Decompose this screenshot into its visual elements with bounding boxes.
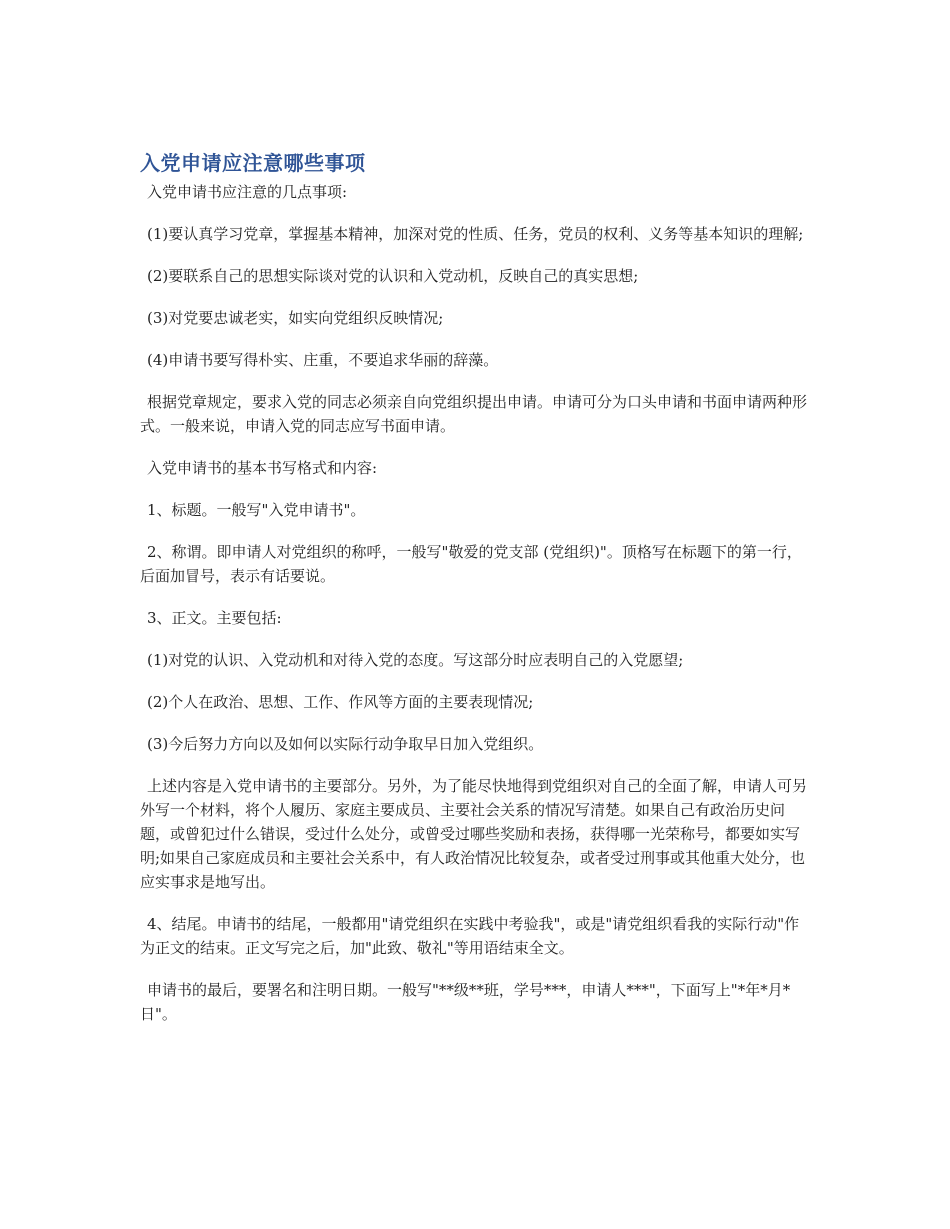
paragraph-format-ending: 4、结尾。申请书的结尾，一般都用"请党组织在实践中考验我"，或是"请党组织看我的实际行动"作为正文的结束。正文写完之后，加"此致、敬礼"等用语结束全文。 — [140, 915, 800, 957]
document-title: 入党申请应注意哪些事项 — [140, 151, 366, 175]
paragraph-format-heading: 入党申请书的基本书写格式和内容: — [147, 459, 378, 477]
paragraph-signature: 申请书的最后，要署名和注明日期。一般写"**级**班，学号***，申请人***"，下面写上"*年*月*日"。 — [140, 981, 791, 1023]
paragraph-item-1: (1)要认真学习党章，掌握基本精神，加深对党的性质、任务，党员的权利、义务等基本知识的理解; — [147, 225, 804, 243]
paragraph-body-item-2: (2)个人在政治、思想、工作、作风等方面的主要表现情况; — [147, 693, 534, 711]
paragraph-format-body: 3、正文。主要包括: — [147, 609, 282, 627]
paragraph-body-item-3: (3)今后努力方向以及如何以实际行动争取早日加入党组织。 — [147, 735, 544, 753]
paragraph-supplementary: 上述内容是入党申请书的主要部分。另外，为了能尽快地得到党组织对自己的全面了解，申请人可另外写一个材料，将个人履历、家庭主要成员、主要社会关系的情况写清楚。如果自己有政治历史问题，或曾犯过什么错误，受过什么处分，或曾受过哪些奖励和表扬，获得哪一光荣称号，都要如实写明;如果自己家庭成员和主要社会关系中，有人政治情况比较复杂，或者受过刑事或其他重大处分，也应实事求是地写出。 — [140, 777, 808, 891]
paragraph-intro: 入党申请书应注意的几点事项: — [147, 183, 348, 201]
paragraph-item-2: (2)要联系自己的思想实际谈对党的认识和入党动机，反映自己的真实思想; — [147, 267, 639, 285]
paragraph-format-salutation: 2、称谓。即申请人对党组织的称呼，一般写"敬爱的党支部 (党组织)"。顶格写在标题下的第一行，后面加冒号，表示有话要说。 — [140, 543, 802, 585]
paragraph-format-title: 1、标题。一般写"入党申请书"。 — [147, 501, 366, 519]
paragraph-item-3: (3)对党要忠诚老实，如实向党组织反映情况; — [147, 309, 444, 327]
paragraph-body-item-1: (1)对党的认识、入党动机和对待入党的态度。写这部分时应表明自己的入党愿望; — [147, 651, 684, 669]
paragraph-item-4: (4)申请书要写得朴实、庄重，不要追求华丽的辞藻。 — [147, 351, 499, 369]
paragraph-party-rules: 根据党章规定，要求入党的同志必须亲自向党组织提出申请。申请可分为口头申请和书面申请两种形式。一般来说，申请入党的同志应写书面申请。 — [140, 393, 808, 435]
document-page — [140, 148, 812, 1044]
